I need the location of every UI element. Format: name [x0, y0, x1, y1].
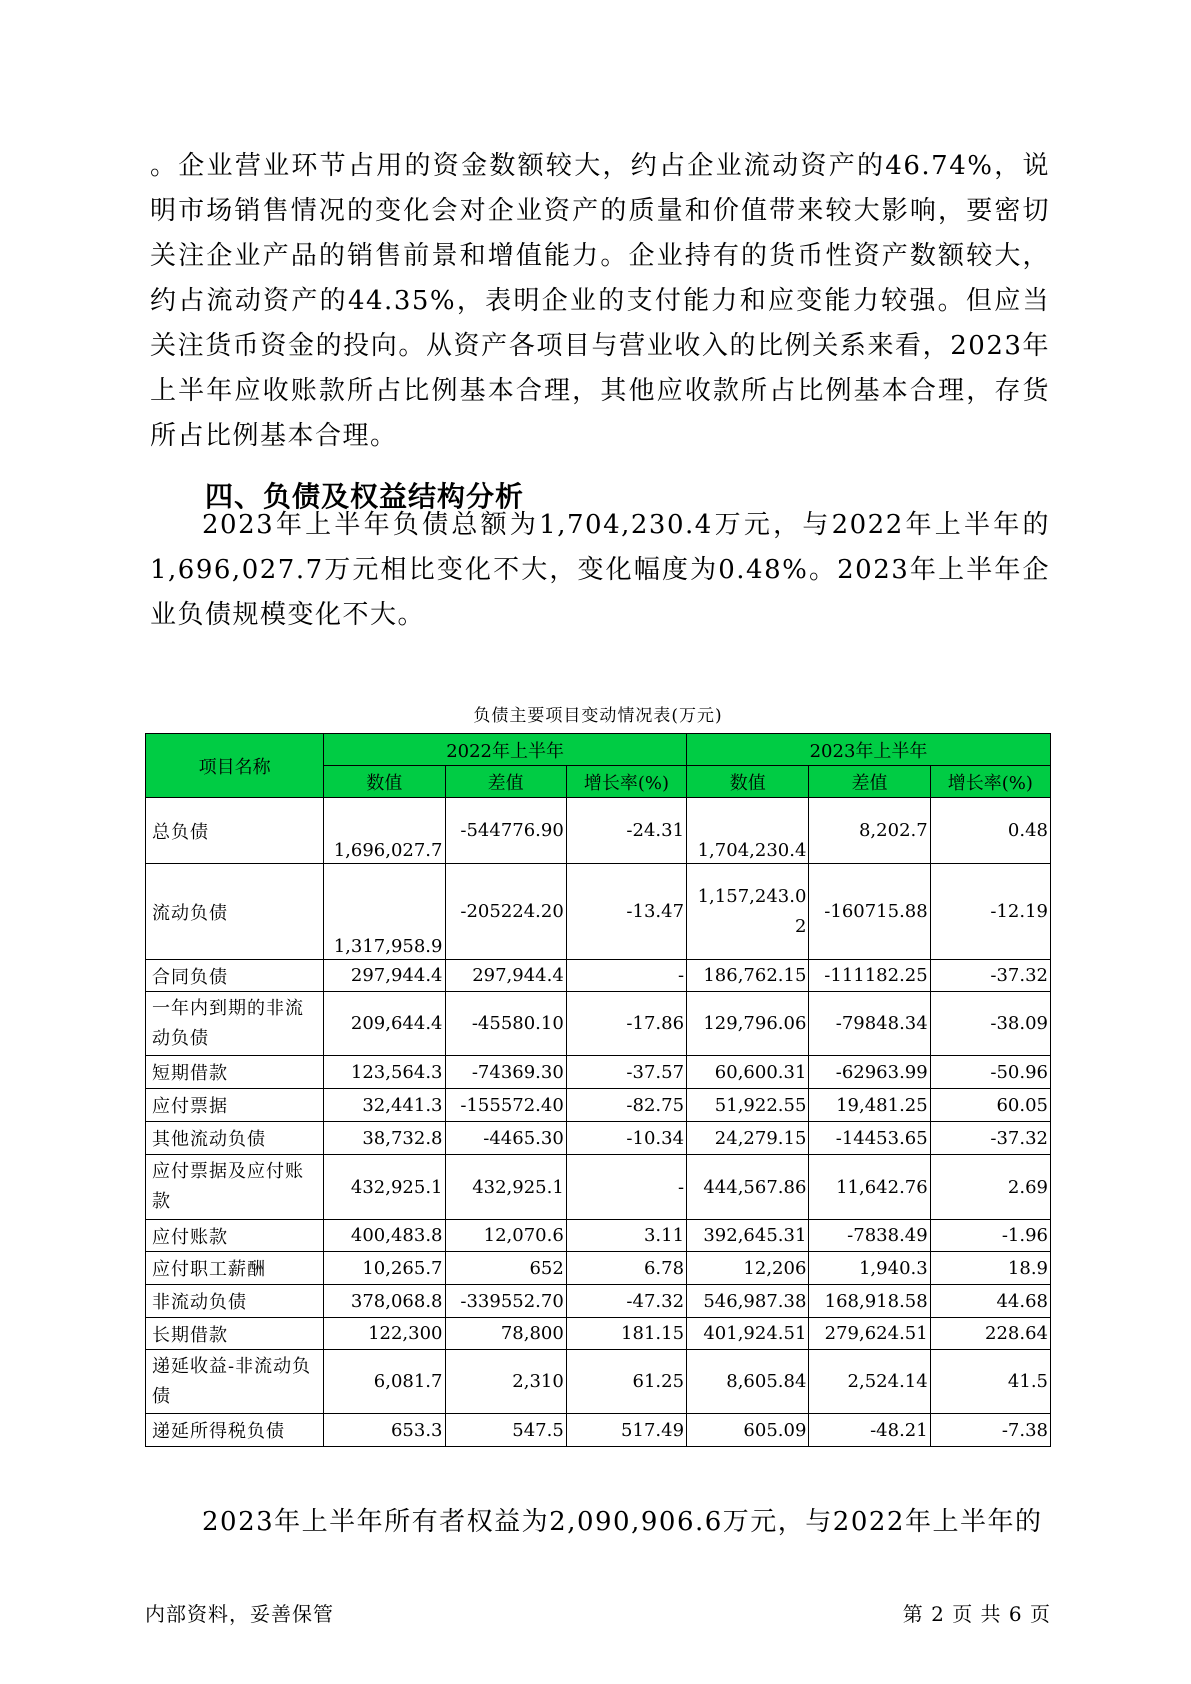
table-row	[146, 1252, 1051, 1285]
cell-diff-2023: 168,918.58	[809, 1285, 930, 1318]
row-name: 合同负债	[146, 960, 324, 992]
cell-rate-2023: -50.96	[930, 1056, 1050, 1089]
cell-diff-2022: -205224.20	[445, 864, 566, 960]
table-row	[146, 1220, 1051, 1252]
cell-diff-2022: 652	[445, 1252, 566, 1285]
cell-rate-2022: -	[566, 1155, 686, 1220]
table-header-row	[146, 734, 1051, 766]
cell-rate-2022: -	[566, 960, 686, 992]
cell-rate-2023: 0.48	[930, 798, 1050, 864]
row-name: 长期借款	[146, 1318, 324, 1350]
cell-rate-2023: -37.32	[930, 1122, 1050, 1155]
cell-rate-2023: -37.32	[930, 960, 1050, 992]
row-name: 应付票据	[146, 1089, 324, 1122]
cell-value-2023: 51,922.55	[687, 1089, 809, 1122]
cell-rate-2022: 61.25	[566, 1350, 686, 1414]
cell-diff-2023: 1,940.3	[809, 1252, 930, 1285]
cell-value-2022: 297,944.4	[324, 960, 445, 992]
cell-value-2022: 6,081.7	[324, 1350, 445, 1414]
row-name: 应付账款	[146, 1220, 324, 1252]
cell-diff-2022: -155572.40	[445, 1089, 566, 1122]
paragraph-asset-analysis: 。企业营业环节占用的资金数额较大，约占企业流动资产的46.74%，说明市场销售情况的变化会对企业资产的质量和价值带来较大影响，要密切关注企业产品的销售前景和增值能力。企业持有的货币性资产数额较大，约占流动资产的44.35%，表明企业的支付能力和应变能力较强。但应当关注货币资金的投向。从资产各项目与营业收入的比例关系来看，2023年上半年应收账款所占比例基本合理，其他应收款所占比例基本合理，存货所占比例基本合理。	[150, 151, 1050, 451]
table-row	[146, 992, 1051, 1056]
cell-diff-2022: -45580.10	[445, 992, 566, 1056]
row-name: 应付票据及应付账款	[146, 1155, 324, 1220]
cell-value-2023: 12,206	[687, 1252, 809, 1285]
cell-value-2023: 129,796.06	[687, 992, 809, 1056]
cell-rate-2023: 44.68	[930, 1285, 1050, 1318]
cell-diff-2023: 19,481.25	[809, 1089, 930, 1122]
cell-rate-2023: 41.5	[930, 1350, 1050, 1414]
cell-value-2022: 32,441.3	[324, 1089, 445, 1122]
cell-value-2023: 401,924.51	[687, 1318, 809, 1350]
cell-rate-2023: 60.05	[930, 1089, 1050, 1122]
cell-diff-2023: -7838.49	[809, 1220, 930, 1252]
table-row	[146, 864, 1051, 960]
cell-diff-2022: 78,800	[445, 1318, 566, 1350]
cell-rate-2023: 18.9	[930, 1252, 1050, 1285]
cell-rate-2022: -82.75	[566, 1089, 686, 1122]
cell-diff-2022: 2,310	[445, 1350, 566, 1414]
section-heading: 四、负债及权益结构分析	[205, 480, 525, 513]
paragraph-equity-summary: 2023年上半年所有者权益为2,090,906.6万元，与2022年上半年的	[202, 1507, 1043, 1537]
table-row	[146, 798, 1051, 864]
cell-rate-2023: -38.09	[930, 992, 1050, 1056]
header-rate-2022: 增长率(%)	[566, 766, 686, 798]
row-name: 递延收益-非流动负债	[146, 1350, 324, 1414]
cell-rate-2023: -7.38	[930, 1414, 1050, 1447]
cell-value-2023: 1,157,243.02	[687, 864, 809, 960]
row-name: 非流动负债	[146, 1285, 324, 1318]
table-row	[146, 1089, 1051, 1122]
row-name: 短期借款	[146, 1056, 324, 1089]
cell-diff-2023: 2,524.14	[809, 1350, 930, 1414]
cell-diff-2022: -74369.30	[445, 1056, 566, 1089]
paragraph-liability-summary: 2023年上半年负债总额为1,704,230.4万元，与2022年上半年的1,696,027.7万元相比变化不大，变化幅度为0.48%。2023年上半年企业负债规模变化不大。	[150, 510, 1050, 630]
cell-rate-2022: 517.49	[566, 1414, 686, 1447]
cell-rate-2023: 2.69	[930, 1155, 1050, 1220]
table-row	[146, 1350, 1051, 1414]
cell-diff-2023: -14453.65	[809, 1122, 930, 1155]
row-name: 递延所得税负债	[146, 1414, 324, 1447]
cell-value-2022: 209,644.4	[324, 992, 445, 1056]
cell-rate-2022: -13.47	[566, 864, 686, 960]
table-row	[146, 1318, 1051, 1350]
cell-diff-2023: 8,202.7	[809, 798, 930, 864]
cell-diff-2023: -160715.88	[809, 864, 930, 960]
cell-rate-2023: 228.64	[930, 1318, 1050, 1350]
cell-diff-2023: -111182.25	[809, 960, 930, 992]
table-row	[146, 960, 1051, 992]
cell-rate-2022: -47.32	[566, 1285, 686, 1318]
row-name: 流动负债	[146, 864, 324, 960]
table-caption: 负债主要项目变动情况表(万元)	[473, 706, 723, 726]
cell-value-2022: 10,265.7	[324, 1252, 445, 1285]
cell-value-2022: 400,483.8	[324, 1220, 445, 1252]
cell-rate-2022: -24.31	[566, 798, 686, 864]
liability-table	[145, 733, 1051, 1447]
row-name: 总负债	[146, 798, 324, 864]
cell-rate-2022: 181.15	[566, 1318, 686, 1350]
row-name: 一年内到期的非流动负债	[146, 992, 324, 1056]
header-period-2022: 2022年上半年	[324, 734, 687, 766]
cell-value-2022: 123,564.3	[324, 1056, 445, 1089]
footer-note: 内部资料，妥善保管	[145, 1602, 334, 1626]
header-item-name: 项目名称	[146, 734, 324, 798]
cell-rate-2022: -17.86	[566, 992, 686, 1056]
cell-value-2023: 60,600.31	[687, 1056, 809, 1089]
cell-diff-2022: -4465.30	[445, 1122, 566, 1155]
cell-value-2023: 24,279.15	[687, 1122, 809, 1155]
cell-rate-2023: -12.19	[930, 864, 1050, 960]
cell-rate-2023: -1.96	[930, 1220, 1050, 1252]
cell-value-2022: 38,732.8	[324, 1122, 445, 1155]
header-value-2023: 数值	[687, 766, 809, 798]
cell-value-2022: 653.3	[324, 1414, 445, 1447]
cell-value-2023: 444,567.86	[687, 1155, 809, 1220]
row-name: 应付职工薪酬	[146, 1252, 324, 1285]
cell-rate-2022: -37.57	[566, 1056, 686, 1089]
cell-diff-2022: 12,070.6	[445, 1220, 566, 1252]
cell-diff-2022: 297,944.4	[445, 960, 566, 992]
cell-diff-2022: -544776.90	[445, 798, 566, 864]
cell-diff-2022: 432,925.1	[445, 1155, 566, 1220]
header-diff-2022: 差值	[445, 766, 566, 798]
cell-value-2023: 605.09	[687, 1414, 809, 1447]
cell-value-2022: 1,317,958.9	[324, 864, 445, 960]
cell-rate-2022: -10.34	[566, 1122, 686, 1155]
table-row	[146, 1155, 1051, 1220]
cell-value-2023: 392,645.31	[687, 1220, 809, 1252]
cell-value-2022: 378,068.8	[324, 1285, 445, 1318]
cell-value-2023: 186,762.15	[687, 960, 809, 992]
table-row	[146, 1122, 1051, 1155]
cell-diff-2023: -62963.99	[809, 1056, 930, 1089]
cell-diff-2022: 547.5	[445, 1414, 566, 1447]
header-rate-2023: 增长率(%)	[930, 766, 1050, 798]
cell-value-2022: 122,300	[324, 1318, 445, 1350]
cell-diff-2023: -79848.34	[809, 992, 930, 1056]
cell-value-2022: 1,696,027.7	[324, 798, 445, 864]
header-diff-2023: 差值	[809, 766, 930, 798]
cell-rate-2022: 3.11	[566, 1220, 686, 1252]
cell-value-2022: 432,925.1	[324, 1155, 445, 1220]
cell-diff-2023: 279,624.51	[809, 1318, 930, 1350]
page-number: 第 2 页 共 6 页	[902, 1602, 1051, 1626]
cell-diff-2023: 11,642.76	[809, 1155, 930, 1220]
table-row	[146, 1414, 1051, 1447]
cell-diff-2023: -48.21	[809, 1414, 930, 1447]
table-row	[146, 1285, 1051, 1318]
cell-value-2023: 8,605.84	[687, 1350, 809, 1414]
row-name: 其他流动负债	[146, 1122, 324, 1155]
cell-value-2023: 1,704,230.4	[687, 798, 809, 864]
cell-value-2023: 546,987.38	[687, 1285, 809, 1318]
header-period-2023: 2023年上半年	[687, 734, 1051, 766]
cell-rate-2022: 6.78	[566, 1252, 686, 1285]
header-value-2022: 数值	[324, 766, 445, 798]
cell-diff-2022: -339552.70	[445, 1285, 566, 1318]
table-row	[146, 1056, 1051, 1089]
